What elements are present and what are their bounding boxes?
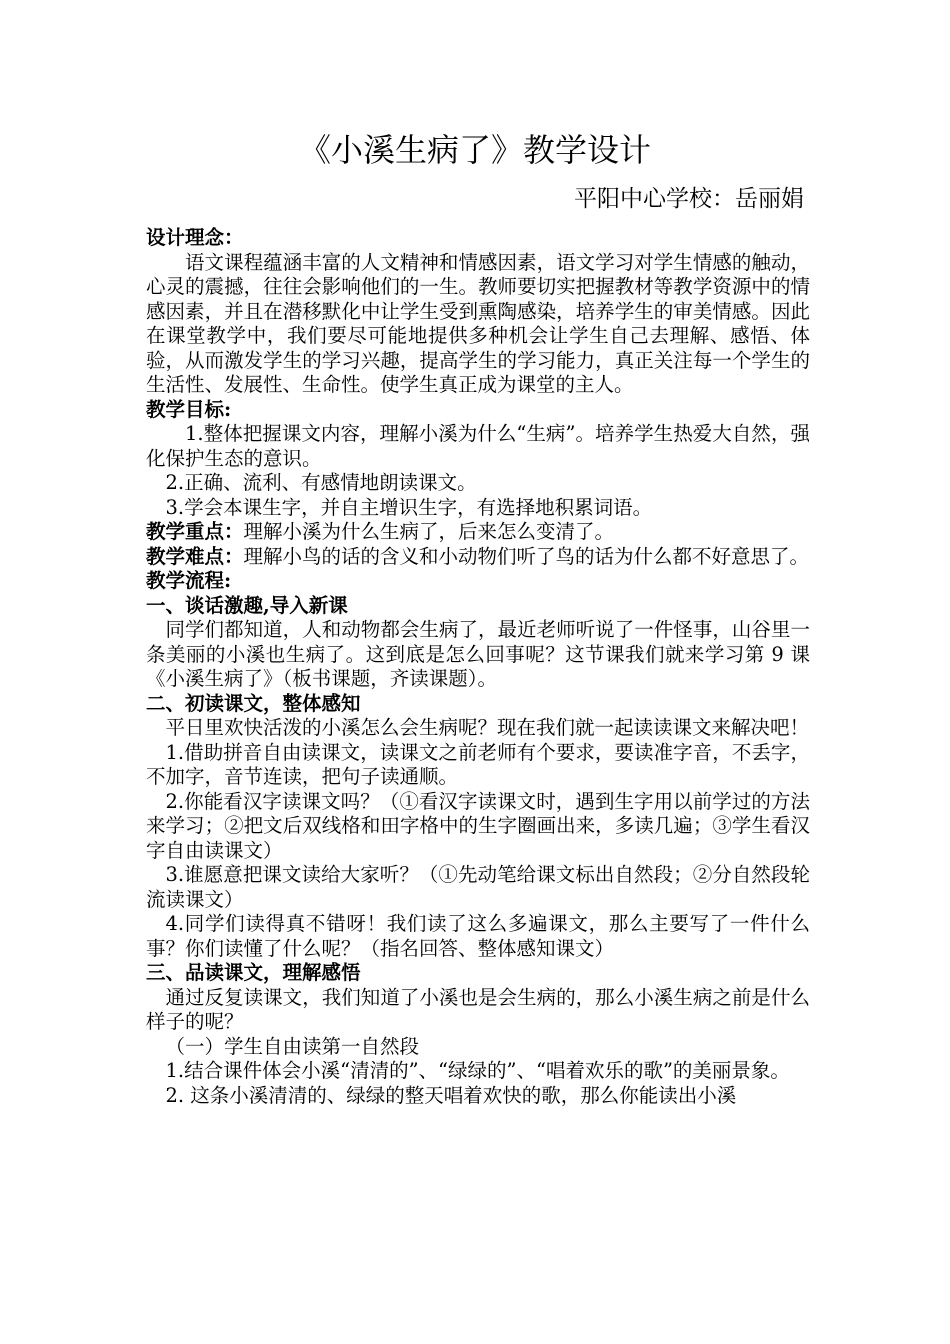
key-point-label: 教学重点： — [146, 520, 244, 543]
goal-item-2: 2.正确、流利、有感情地朗读课文。 — [165, 471, 477, 494]
part1-paragraph: 同学们都知道，人和动物都会生病了，最近老师听说了一件怪事，山谷里一条美丽的小溪也生病了。这到底是怎么回事呢？这节课我们就来学习第 9 课《小溪生病了》（板书课题，齐读课题）。 — [146, 618, 810, 690]
process-heading: 教学流程: — [146, 569, 232, 592]
difficulty-text: 理解小鸟的话的含义和小动物们听了鸟的话为什么都不好意思了。 — [243, 544, 810, 568]
goals-heading: 教学目标: — [146, 397, 232, 421]
key-point-line — [146, 520, 810, 545]
goal-item-1: 1.整体把握课文内容，理解小溪为什么“生病”。培养学生热爱大自然，强化保护生态的意识。 — [146, 422, 810, 470]
concept-paragraph: 语文课程蕴涵丰富的人文精神和情感因素，语文学习对学生情感的触动，心灵的震撼，往往会影响他们的一生。教师要切实把握教材等教学资源中的情感因素，并且在潜移默化中让学生受到熏陶感染，培养学生的审美情感。因此在课堂教学中，我们要尽可能地提供多种机会让学生自己去理解、感悟、体验，从而激发学生的学习兴趣，提高学生的学习能力，真正关注每一个学生的生活性、发展性、生命性。使学生真正成为课堂的主人。 — [146, 250, 810, 396]
part2-item-3: 3.谁愿意把课文读给大家听？（①先动笔给课文标出自然段；②分自然段轮流读课文） — [146, 863, 810, 911]
goal-item-3: 3.学会本课生字，并自主增识生字，有选择地积累词语。 — [165, 495, 653, 519]
document-body — [146, 226, 810, 1108]
author-line: 平阳中心学校：岳丽娟 — [574, 186, 804, 212]
document-title: 《小溪生病了》教学设计 — [298, 131, 651, 169]
part1-heading: 一、谈话激趣,导入新课 — [146, 593, 348, 617]
difficulty-label: 教学难点： — [146, 544, 244, 568]
part3-item-2: 2. 这条小溪清清的、绿绿的整天唱着欢快的歌，那么你能读出小溪 — [165, 1083, 737, 1107]
part2-item-1: 1.借助拼音自由读课文，读课文之前老师有个要求，要读准字音，不丢字，不加字，音节连读，把句子读通顺。 — [146, 740, 810, 788]
part3-subheading: （一）学生自由读第一自然段 — [165, 1034, 420, 1058]
part2-item-4: 4.同学们读得真不错呀！我们读了这么多遍课文，那么主要写了一件什么事？你们读懂了什么呢？（指名回答、整体感知课文） — [146, 912, 810, 960]
part2-heading: 二、初读课文，整体感知 — [146, 691, 361, 715]
part2-item-2: 2.你能看汉字读课文吗？（①看汉字读课文时，遇到生字用以前学过的方法来学习；②把文后双线格和田字格中的生字圈画出来，多读几遍；③学生看汉字自由读课文） — [146, 789, 810, 862]
key-point-text: 理解小溪为什么生病了，后来怎么变清了。 — [243, 520, 615, 543]
part3-heading: 三、品读课文，理解感悟 — [146, 961, 361, 984]
part2-paragraph: 平日里欢快活泼的小溪怎么会生病呢？现在我们就一起读读课文来解决吧！ — [165, 716, 810, 739]
part3-paragraph: 通过反复读课文，我们知道了小溪也是会生病的，那么小溪生病之前是什么样子的呢？ — [146, 985, 810, 1033]
concept-heading: 设计理念： — [146, 226, 244, 249]
part3-item-1: 1.结合课件体会小溪“清清的”、“绿绿的”、“唱着欢乐的歌”的美丽景象。 — [165, 1059, 790, 1082]
difficulty-line — [146, 545, 810, 570]
